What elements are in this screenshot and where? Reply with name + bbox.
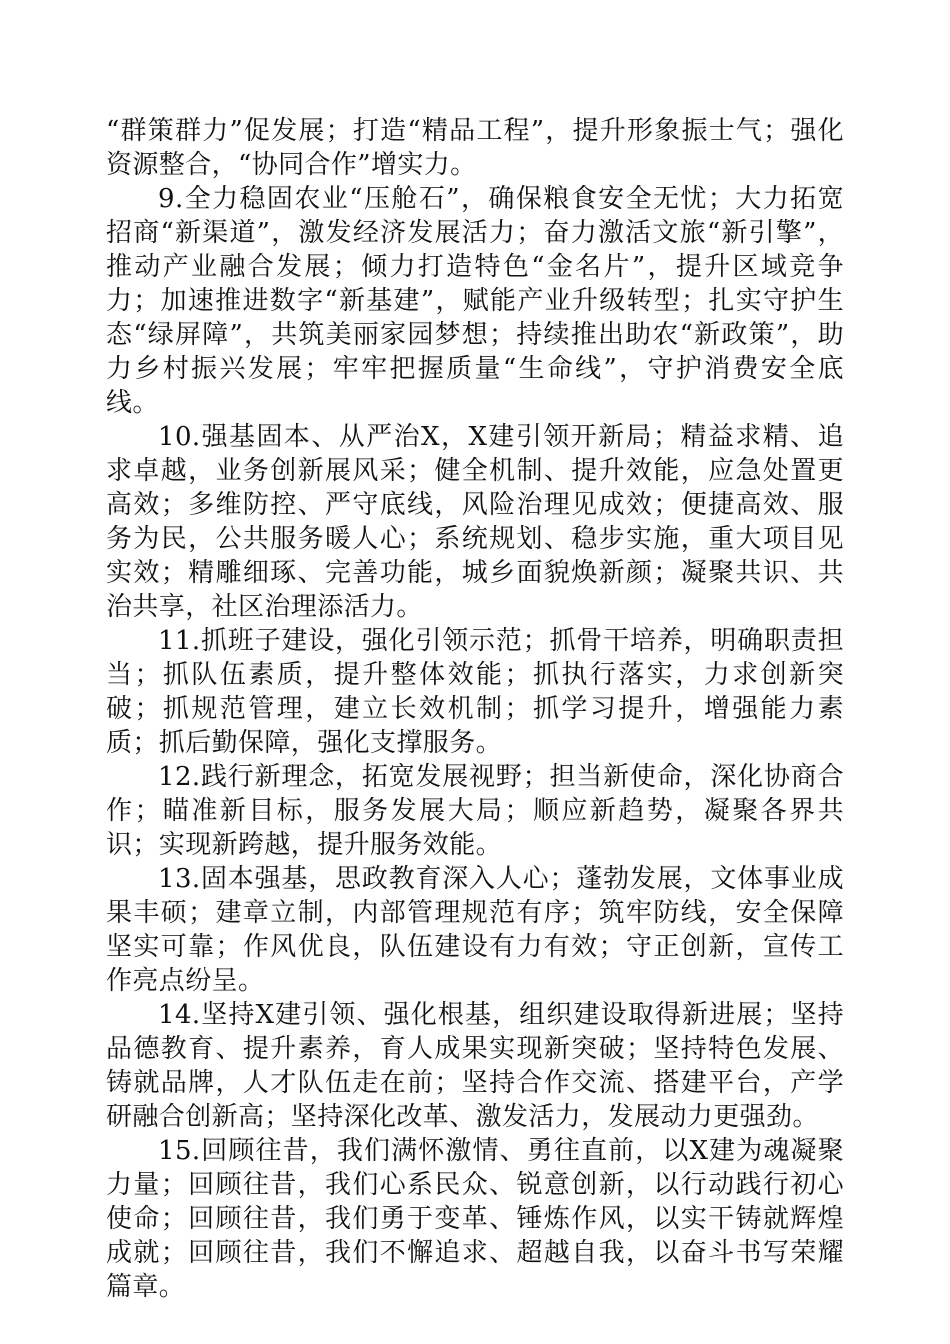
paragraph-item-15: 15.回顾往昔，我们满怀激情、勇往直前，以X建为魂凝聚力量；回顾往昔，我们心系民众、锐意创新，以行动践行初心使命；回顾往昔，我们勇于变革、锤炼作风，以实干铸就辉煌成就；回顾往昔，我们不懈追求、超越自我，以奋斗书写荣耀篇章。	[106, 1136, 844, 1302]
document-body	[106, 114, 844, 1304]
paragraph-item-11: 11.抓班子建设，强化引领示范；抓骨干培养，明确职责担当；抓队伍素质，提升整体效能；抓执行落实，力求创新突破；抓规范管理，建立长效机制；抓学习提升，增强能力素质；抓后勤保障，强化支撑服务。	[106, 626, 844, 758]
paragraph-item-14: 14.坚持X建引领、强化根基，组织建设取得新进展；坚持品德教育、提升素养，育人成果实现新突破；坚持特色发展、铸就品牌，人才队伍走在前；坚持合作交流、搭建平台，产学研融合创新高；坚持深化改革、激发活力，发展动力更强劲。	[106, 1000, 844, 1132]
paragraph-continuation: “群策群力”促发展；打造“精品工程”，提升形象振士气；强化资源整合，“协同合作”增实力。	[106, 116, 844, 180]
paragraph-item-13: 13.固本强基，思政教育深入人心；蓬勃发展，文体事业成果丰硕；建章立制，内部管理规范有序；筑牢防线，安全保障坚实可靠；作风优良，队伍建设有力有效；守正创新，宣传工作亮点纷呈。	[106, 864, 844, 996]
paragraph-item-12: 12.践行新理念，拓宽发展视野；担当新使命，深化协商合作；瞄准新目标，服务发展大局；顺应新趋势，凝聚各界共识；实现新跨越，提升服务效能。	[106, 762, 844, 860]
paragraph-item-10: 10.强基固本、从严治X，X建引领开新局；精益求精、追求卓越，业务创新展风采；健全机制、提升效能，应急处置更高效；多维防控、严守底线，风险治理见成效；便捷高效、服务为民，公共服务暖人心；系统规划、稳步实施，重大项目见实效；精雕细琢、完善功能，城乡面貌焕新颜；凝聚共识、共治共享，社区治理添活力。	[106, 422, 844, 622]
paragraph-item-9: 9.全力稳固农业“压舱石”，确保粮食安全无忧；大力拓宽招商“新渠道”，激发经济发展活力；奋力激活文旅“新引擎”，推动产业融合发展；倾力打造特色“金名片”，提升区域竞争力；加速推进数字“新基建”，赋能产业升级转型；扎实守护生态“绿屏障”，共筑美丽家园梦想；持续推出助农“新政策”，助力乡村振兴发展；牢牢把握质量“生命线”，守护消费安全底线。	[106, 184, 844, 418]
